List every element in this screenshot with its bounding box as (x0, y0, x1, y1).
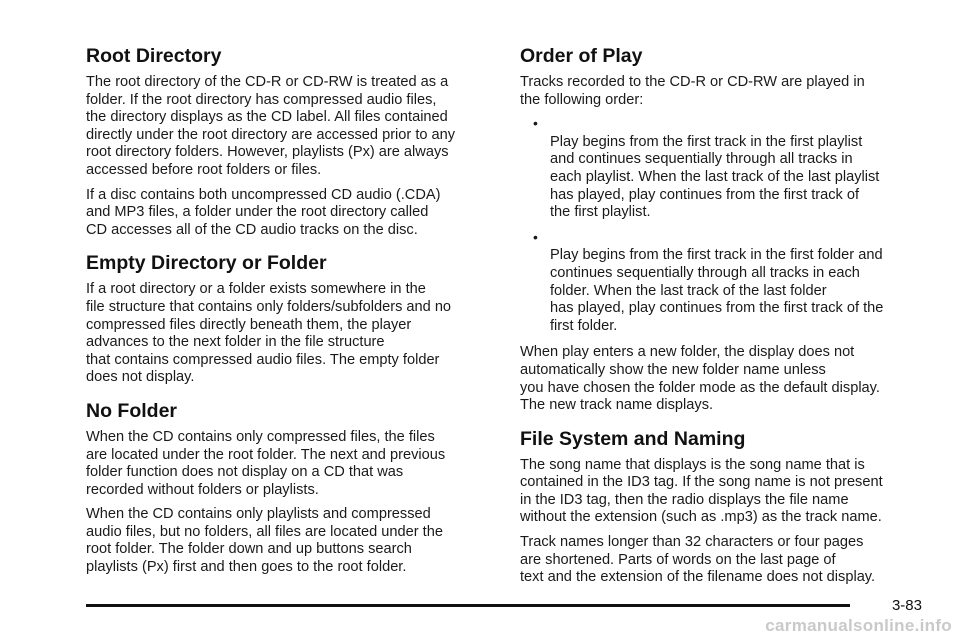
paragraph: When play enters a new folder, the display does not automatically show the new folder name unless you have chosen the folder mode as the default display. The new track name displays. (520, 344, 880, 414)
list-item (520, 116, 928, 222)
heading-root-directory: Root Directory (86, 45, 222, 67)
right-column (520, 44, 928, 594)
section-file-system (520, 427, 928, 587)
bullet-list (520, 116, 928, 335)
paragraph: When the CD contains only compressed files, the files are located under the root folder. The next and previous folder function does not display on a CD that was recorded without folders or playlists. (86, 428, 446, 498)
heading-no-folder: No Folder (86, 399, 177, 422)
paragraph: If a root directory or a folder exists somewhere in the file structure that contains only folders/subfolders and no compressed files directly beneath them, the player advances to the next folder in the file structure that contains compressed audio files. The empty folder does not display. (86, 281, 452, 386)
paragraph: If a disc contains both uncompressed CD audio (.CDA) and MP3 files, a folder under the root directory called CD accesses all of the CD audio tracks on the disc. (86, 186, 441, 238)
paragraph: The song name that displays is the song name that is contained in the ID3 tag. If the song name is not present in the ID3 tag, then the radio displays the file name without the extension (such as .mp3) as the track name. (520, 456, 883, 526)
page-number: 3-83 (891, 597, 922, 614)
paragraph: The root directory of the CD-R or CD-RW is treated as a folder. If the root directory has compressed audio files, the directory displays as the CD label. All files contained directly under the root directory are accessed prior to any root directory folders. However, playlists (Px) are always accessed before root folders or files. (86, 74, 456, 178)
section-root-directory (86, 44, 494, 239)
paragraph: Tracks recorded to the CD-R or CD-RW are played in the following order: (520, 74, 865, 108)
footer-rule (86, 604, 850, 607)
heading-file-system: File System and Naming (520, 427, 746, 450)
section-empty-directory (86, 251, 494, 387)
list-item-text: Play begins from the first track in the first playlist and continues sequentially through all tracks in each playlist. When the last track of the last playlist has played, play continues from the first track of the first playlist. (550, 133, 880, 221)
left-column (86, 44, 494, 584)
paragraph: Track names longer than 32 characters or four pages are shortened. Parts of words on the last page of text and the extension of the filename does not display. (520, 534, 876, 586)
bullet-icon: • (533, 228, 538, 245)
section-order-of-play (520, 44, 928, 415)
bullet-icon: • (533, 115, 538, 132)
paragraph: When the CD contains only playlists and compressed audio files, but no folders, all files are located under the root folder. The folder down and up buttons search playlists (Px) first and then goes to the root folder. (86, 506, 443, 576)
heading-order-of-play: Order of Play (520, 45, 643, 67)
list-item-text: Play begins from the first track in the first folder and continues sequentially through all tracks in each folder. When the last track of the last folder has played, play continues from the first track of the first folder. (550, 247, 884, 334)
list-item (520, 230, 928, 336)
heading-empty-directory: Empty Directory or Folder (86, 252, 327, 275)
watermark: carmanualsonline.info (765, 616, 952, 635)
section-no-folder (86, 399, 494, 577)
